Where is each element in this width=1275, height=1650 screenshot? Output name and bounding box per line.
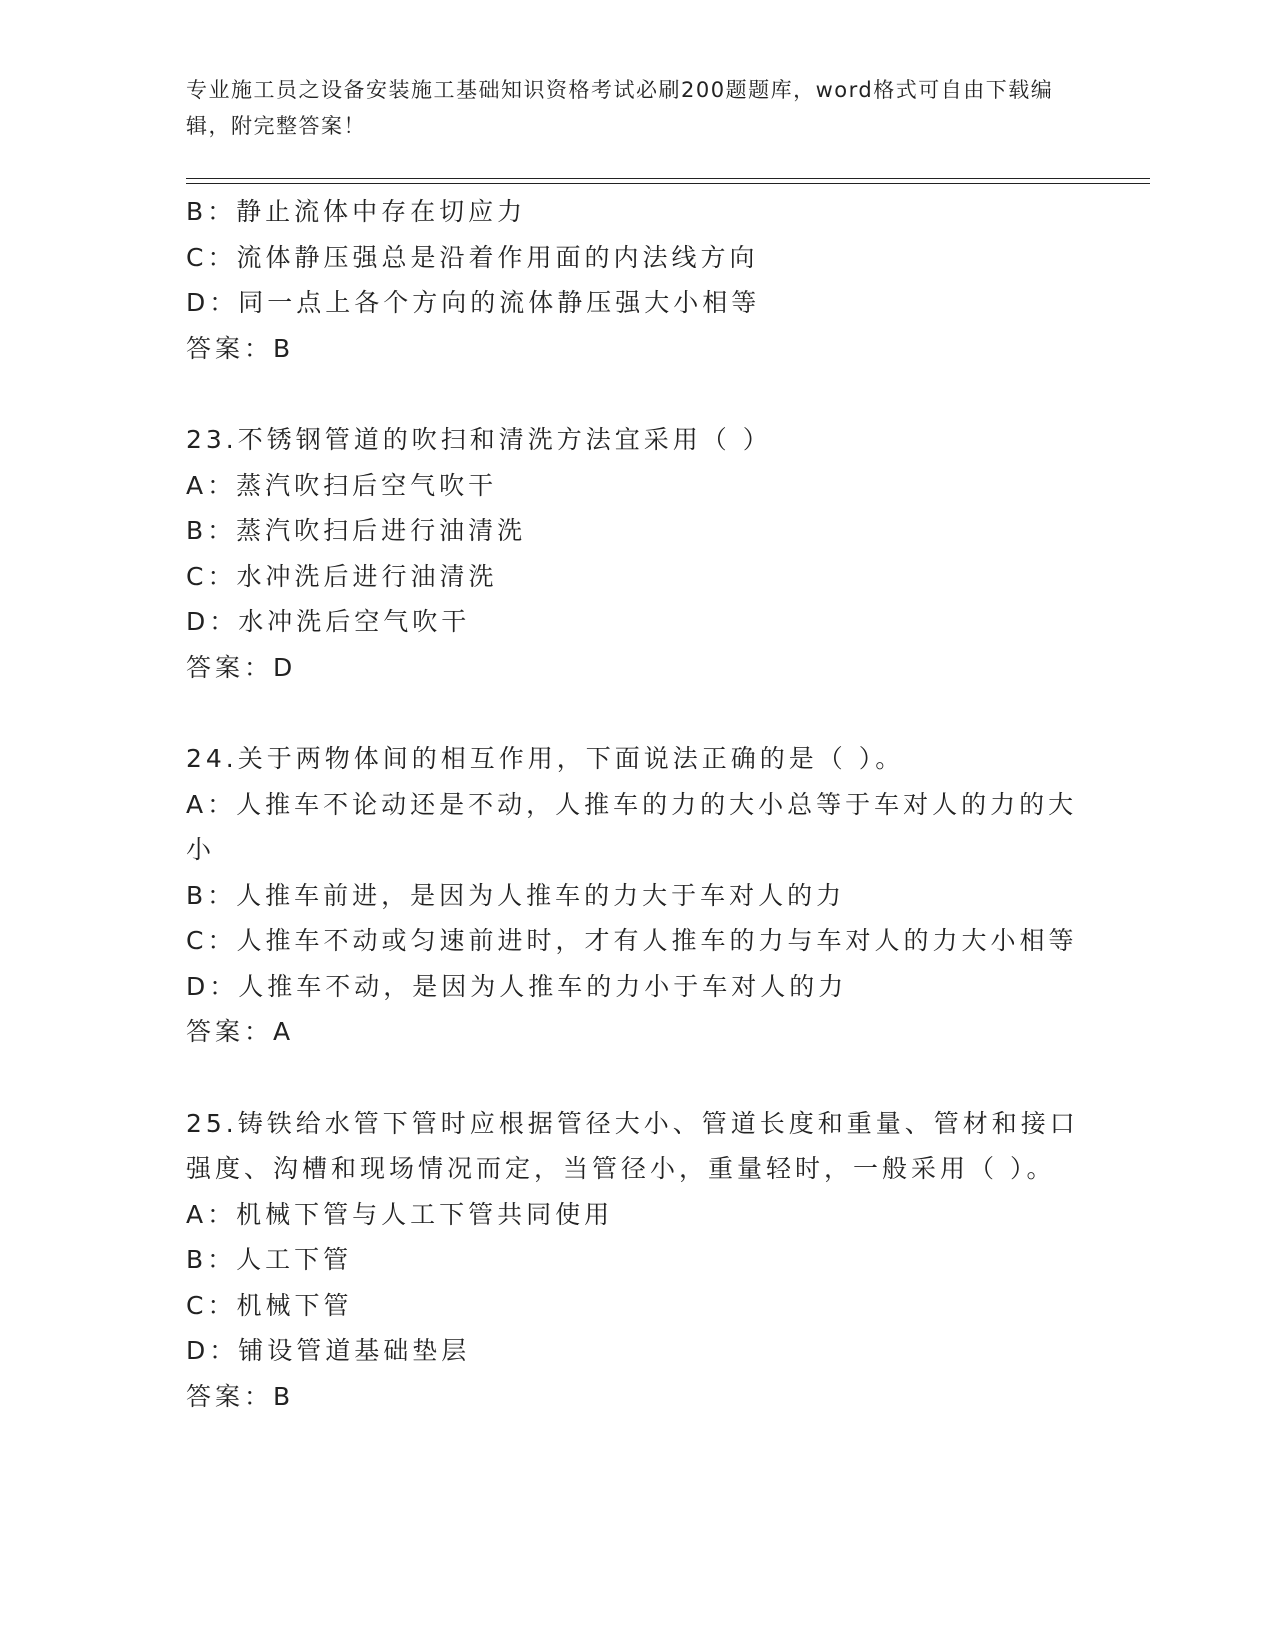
answer: 答案：B (186, 1381, 295, 1411)
option-d: D：人推车不动，是因为人推车的力小于车对人的力 (186, 971, 848, 1001)
option-d: D：水冲洗后空气吹干 (186, 607, 471, 636)
option-c: C：流体静压强总是沿着作用面的内法线方向 (186, 242, 759, 272)
option-c: C：水冲洗后进行油清洗 (186, 561, 498, 591)
option-a: A：机械下管与人工下管共同使用 (186, 1199, 614, 1229)
answer: 答案：A (186, 1017, 295, 1046)
question-text: 23.不锈钢管道的吹扫和清洗方法宜采用（ ） (186, 425, 772, 454)
question-block-25 (186, 1101, 1086, 1420)
answer: 答案：B (186, 333, 295, 363)
document-header (186, 72, 1086, 144)
option-d: D：同一点上各个方向的流体静压强大小相等 (186, 288, 761, 317)
question-text: 25.铸铁给水管下管时应根据管径大小、管道长度和重量、管材和接口强度、沟槽和现场情况而定，当管径小，重量轻时，一般采用（ ）。 (186, 1108, 1079, 1183)
spacer (186, 690, 1086, 736)
header-title: 专业施工员之设备安装施工基础知识资格考试必刷200题题库，word格式可自由下载编辑，附完整答案！ (186, 78, 1054, 138)
option-b: B：人推车前进，是因为人推车的力大于车对人的力 (186, 880, 846, 910)
spacer (186, 1055, 1086, 1101)
option-a: A：蒸汽吹扫后空气吹干 (186, 470, 498, 500)
option-b: B：人工下管 (186, 1245, 353, 1274)
question-block-24 (186, 736, 1086, 1055)
question-block-22-tail (186, 189, 1086, 371)
option-a: A：人推车不论动还是不动，人推车的力的大小总等于车对人的力的大小 (186, 789, 1078, 864)
option-d: D：铺设管道基础垫层 (186, 1336, 471, 1365)
document-body (186, 189, 1086, 1419)
option-b: B：静止流体中存在切应力 (186, 197, 527, 226)
option-b: B：蒸汽吹扫后进行油清洗 (186, 516, 527, 545)
question-block-23 (186, 417, 1086, 690)
question-text: 24.关于两物体间的相互作用，下面说法正确的是（ ）。 (186, 744, 905, 773)
option-c: C：人推车不动或匀速前进时，才有人推车的力与车对人的力大小相等 (186, 926, 1078, 955)
header-rule-bottom (186, 183, 1150, 184)
header-rule-top (186, 178, 1150, 179)
spacer (186, 371, 1086, 417)
answer: 答案：D (186, 652, 297, 682)
option-c: C：机械下管 (186, 1290, 353, 1320)
